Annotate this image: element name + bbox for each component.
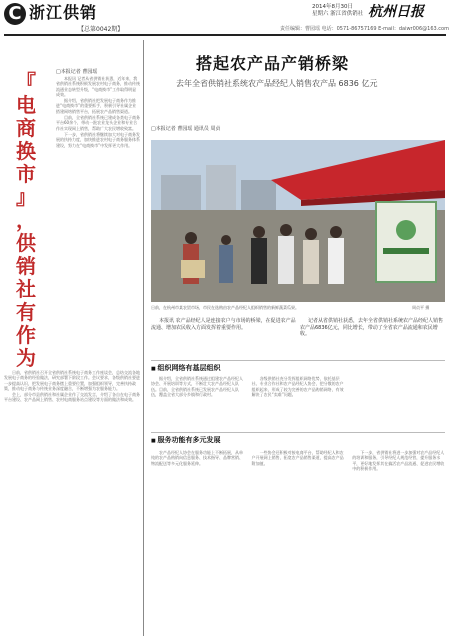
- paragraph: 下一步，省供销社将进一步加强对农产品经纪人的培训和服务，引导经纪人规范经营，提升服务水平，更好地发挥其在搞活农产品流通、促进农民增收中的积极作用。: [352, 450, 445, 471]
- title-char: 有: [16, 300, 36, 324]
- title-char: 为: [16, 346, 36, 370]
- paragraph: 据介绍，全省供销社系统通过组建农产品经纪人协会、开展培训等方式，不断壮大农产品经纪人队伍。目前，全省供销社系统已发展农产品经纪人队伍，覆盖全省大部分乡镇和行政村。: [151, 376, 243, 397]
- paragraph: 日前，省供销社召开全省供销社系统电子商务工作座谈会，总结交流各地发展电子商务的经验做法，研究部署下阶段工作。会议要求，各级供销社要进一步提高认识，把发展电子商务摆上重要位置，加强组织领导，完善扶持政策，推动电子商务与传统业务深度融合，不断增强为农服务能力。: [4, 370, 140, 391]
- main-article-intro: [151, 318, 296, 332]
- title-char: 市: [16, 162, 36, 186]
- left-article-byline: □本报记者 曹园瑶: [56, 69, 98, 75]
- title-char: 『: [16, 70, 36, 94]
- main-article-byline: □本报记者 曹园瑶 通讯员 周贞: [151, 126, 221, 132]
- date-block: [312, 4, 363, 18]
- paragraph: 本报讯 记者从省供销社获悉，近年来，我省供销社系统积极发展农村电子商务，推动传统流通业态转型升级，“电商换市”工作取得明显成效。: [56, 76, 140, 97]
- paragraph: 会上，部分市县供销社和社属企业作了交流发言，介绍了各自在电子商务平台建设、农产品网上销售、农村电商服务站点建设等方面的做法和成效。: [4, 392, 140, 403]
- title-char: 作: [16, 323, 36, 347]
- paragraph: 目前，全省供销社系统已建成各类电子商务平台60余个，带动一批农业龙头企业和专业合作社实现网上销售，帮助广大农民增收致富。: [56, 115, 140, 131]
- left-article-body-lower: [4, 370, 140, 404]
- main-article-subtitle: 去年全省供销社系统农产品经纪人销售农产品 6836 亿元: [176, 79, 378, 88]
- section-title: 浙江供销: [29, 3, 98, 22]
- section-logo: C: [4, 3, 26, 25]
- title-char: 电: [16, 93, 36, 117]
- paragraph: 本报讯 农产品经纪人是连接农户与市场的桥梁，在促进农产品流通、增加农民收入方面发挥着重要作用。: [151, 318, 296, 331]
- main-article-intro-cont: [300, 318, 445, 339]
- section-heading-network: ■ 组织网络有基层组织: [151, 364, 220, 374]
- paragraph: 一些协会还积极对接电商平台，帮助经纪人和农户开展网上销售，拓宽农产品销售渠道，提高农产品附加值。: [251, 450, 344, 466]
- left-article: [4, 40, 140, 636]
- title-char: 商: [16, 116, 36, 140]
- left-article-body: [56, 76, 140, 149]
- paragraph: 各级供销社充分发挥组织网络优势，依托基层社、专业合作社和农产品经纪人协会，把分散的农户组织起来，形成了较为完善的农产品购销网络，有效解决了农民“卖难”问题。: [251, 376, 344, 397]
- photo-credit: 周贞平 摄: [412, 305, 430, 310]
- title-char: 社: [16, 277, 36, 301]
- section-services-body: [151, 450, 445, 471]
- market-scene-illustration: [151, 140, 445, 302]
- section-network-body: [151, 376, 445, 397]
- title-char: ，: [16, 208, 36, 232]
- issue-number: 【总第0042期】: [78, 26, 124, 33]
- title-char: 供: [16, 231, 36, 255]
- paragraph: 据介绍，省供销社把发展电子商务作为推进“电商换市”的重要抓手，积极引导社属企业搭建网络销售平台，拓展农产品销售渠道。: [56, 98, 137, 114]
- title-char: 换: [16, 139, 36, 163]
- left-article-title: [4, 72, 48, 371]
- paragraph: 记者从省供销社获悉，去年全省供销社系统农产品经纪人销售农产品6836亿元，同比增长，带动了全省农产品流通和农民增收。: [300, 318, 444, 337]
- date-line: 2014年8月30日: [312, 4, 353, 10]
- section-heading-services: ■ 服务功能有多元发展: [151, 436, 220, 446]
- page-header: [0, 0, 450, 36]
- paragraph: 下一步，省供销社将继续加大对电子商务发展的扶持力度，加快推进农村电子商务服务体系建设，努力在“电商换市”中发挥更大作用。: [56, 131, 140, 148]
- column-divider: [143, 40, 144, 636]
- market-photo: [151, 140, 445, 302]
- section-divider: [151, 360, 445, 361]
- photo-caption: 日前，在杭州市某农贸市场，市民在选购由农产品经纪人组织销售的新鲜蔬菜瓜果。: [151, 305, 299, 310]
- editor-contact: 责任编辑：曹园瑶 电话：0571-86757169 E-mail：daiwr006@163.com: [280, 26, 449, 32]
- section-divider: [151, 432, 445, 433]
- publisher-line: 星期六 浙江省供销社: [312, 11, 364, 17]
- header-rule: [4, 34, 446, 36]
- newspaper-masthead: 杭州日报: [368, 4, 424, 20]
- paragraph: 农产品经纪人协会在服务功能上不断拓展，从单纯的农产品购销向信息服务、技术指导、品牌营销、物流配送等多元化服务延伸。: [151, 450, 243, 466]
- title-char: 销: [16, 254, 36, 278]
- main-article-title: 搭起农产品产销桥梁: [196, 54, 350, 73]
- title-char: 』: [16, 185, 36, 209]
